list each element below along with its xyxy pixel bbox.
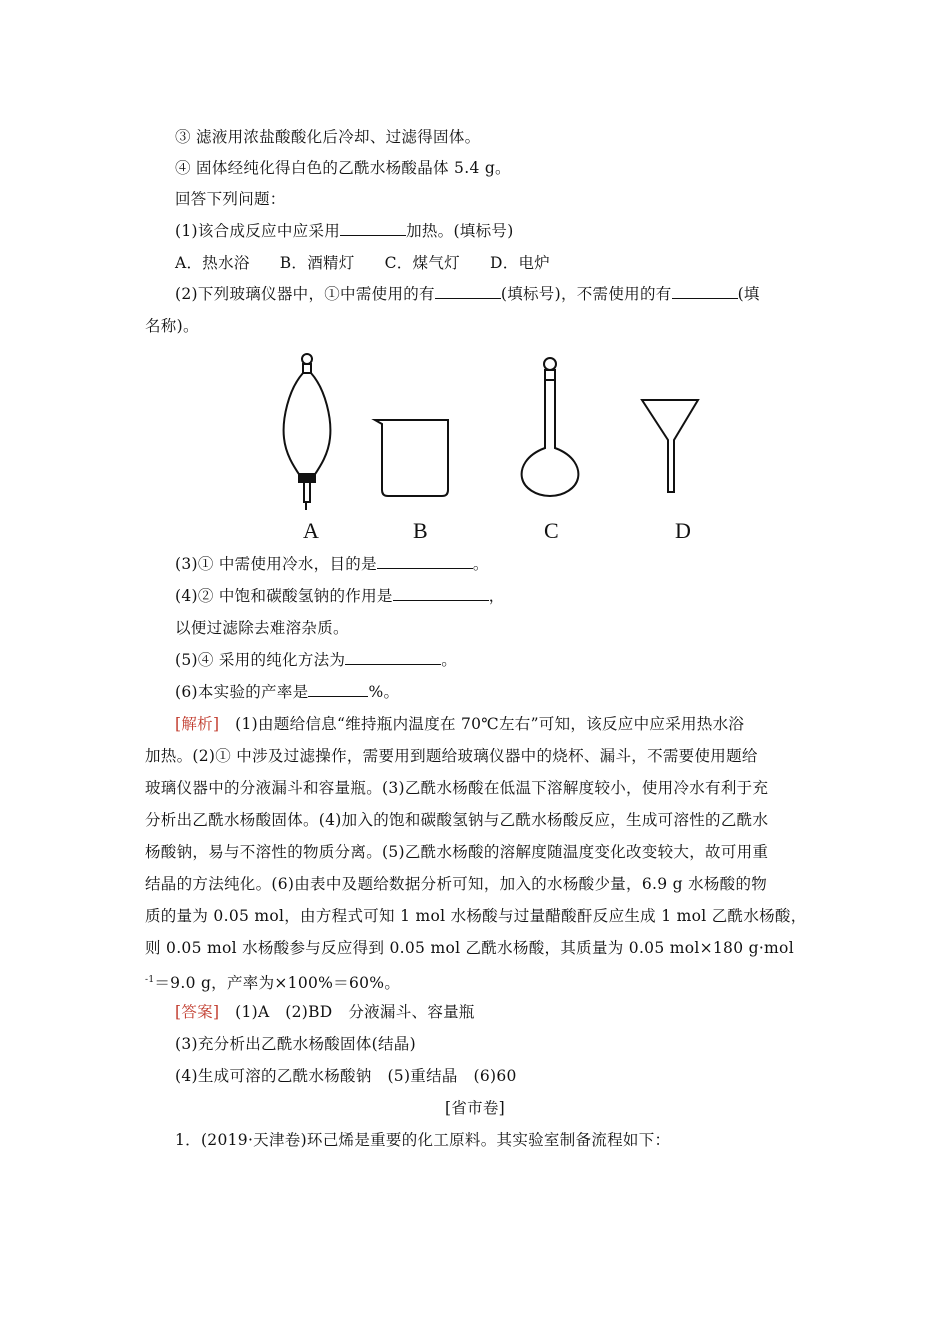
volumetric-flask-icon — [522, 358, 579, 496]
answer-line-3: (4)生成可溶的乙酰水杨酸钠 (5)重结晶 (6)60 — [175, 1067, 517, 1085]
label-c: C — [544, 518, 559, 543]
analysis-line-7: 质的量为 0.05 mol，由方程式可知 1 mol 水杨酸与过量醋酸酐反应生成 1 mol 乙酰水杨酸， — [145, 907, 807, 925]
question-2: (2)下列玻璃仪器中，①中需使用的有 (填标号)，不需使用的有 (填 — [175, 285, 760, 303]
prompt: 回答下列问题： — [175, 190, 286, 208]
analysis-line-5: 杨酸钠，易与不溶性的物质分离。(5)乙酰水杨酸的溶解度随温度变化改变较大，故可用重 — [145, 843, 769, 861]
option-a: A．热水浴 — [175, 254, 250, 272]
option-d: D．电炉 — [489, 254, 551, 272]
question-1: (1)该合成反应中应采用 加热。(填标号) — [175, 222, 514, 240]
step-3: ③ 滤液用浓盐酸酸化后冷却、过滤得固体。 — [175, 128, 481, 146]
option-c: C．煤气灯 — [384, 254, 460, 272]
answer-blank — [308, 682, 368, 697]
step-4: ④ 固体经纯化得白色的乙酰水杨酸晶体 5.4 g。 — [175, 159, 511, 177]
question-1-options — [175, 252, 580, 274]
analysis-line-2: 加热。(2)① 中涉及过滤操作，需要用到题给玻璃仪器中的烧杯、漏斗，不需要使用题给 — [145, 747, 758, 765]
label-a: A — [303, 518, 319, 543]
section-heading: [省市卷] — [444, 1099, 506, 1117]
analysis-tag: [解析] — [175, 715, 220, 733]
label-b: B — [413, 518, 428, 543]
analysis-line-3: 玻璃仪器中的分液漏斗和容量瓶。(3)乙酰水杨酸在低温下溶解度较小，使用冷水有利于充 — [145, 779, 769, 797]
option-b: B．酒精灯 — [279, 254, 355, 272]
answer-tag: [答案] — [175, 1003, 220, 1021]
question-3: (3)① 中需使用冷水，目的是 。 — [175, 555, 489, 573]
analysis-line-6: 结晶的方法纯化。(6)由表中及题给数据分析可知，加入的水杨酸少量，6.9 g 水杨酸的物 — [145, 875, 768, 893]
beaker-icon — [375, 420, 448, 496]
analysis-line-4: 分析出乙酰水杨酸固体。(4)加入的饱和碳酸氢钠与乙酰水杨酸反应，生成可溶性的乙酰水 — [145, 811, 769, 829]
question-4: (4)② 中饱和碳酸氢钠的作用是 ， — [175, 587, 505, 605]
analysis-line-8: 则 0.05 mol 水杨酸参与反应得到 0.05 mol 乙酰水杨酸，其质量为 0.05 mol×180 g·mol — [145, 939, 794, 957]
funnel-icon — [642, 400, 698, 492]
question-4-cont: 以便过滤除去难溶杂质。 — [175, 619, 349, 637]
separatory-funnel-icon — [284, 354, 331, 510]
answer-blank — [345, 650, 441, 665]
label-d: D — [675, 518, 691, 543]
answer-line-1: [答案] (1)A (2)BD 分液漏斗、容量瓶 — [175, 1003, 475, 1021]
answer-blank — [377, 554, 473, 569]
answer-blank — [672, 284, 738, 299]
question-2-cont: 名称)。 — [145, 317, 199, 335]
question-5: (5)④ 采用的纯化方法为 。 — [175, 651, 458, 669]
next-question: 1．(2019·天津卷)环己烯是重要的化工原料。其实验室制备流程如下： — [175, 1131, 671, 1149]
answer-line-2: (3)充分析出乙酰水杨酸固体(结晶) — [175, 1035, 416, 1053]
glassware-figure — [270, 350, 720, 550]
question-6: (6)本实验的产率是 %。 — [175, 683, 400, 701]
analysis-line-1: [解析] (1)由题给信息“维持瓶内温度在 70℃左右”可知，该反应中应采用热水浴 — [175, 715, 745, 733]
answer-blank — [340, 221, 406, 236]
analysis-line-9: $^{-1}$＝9.0 g，产率为×100%＝60%。 — [145, 974, 401, 993]
answer-blank — [435, 284, 501, 299]
answer-blank — [393, 586, 489, 601]
